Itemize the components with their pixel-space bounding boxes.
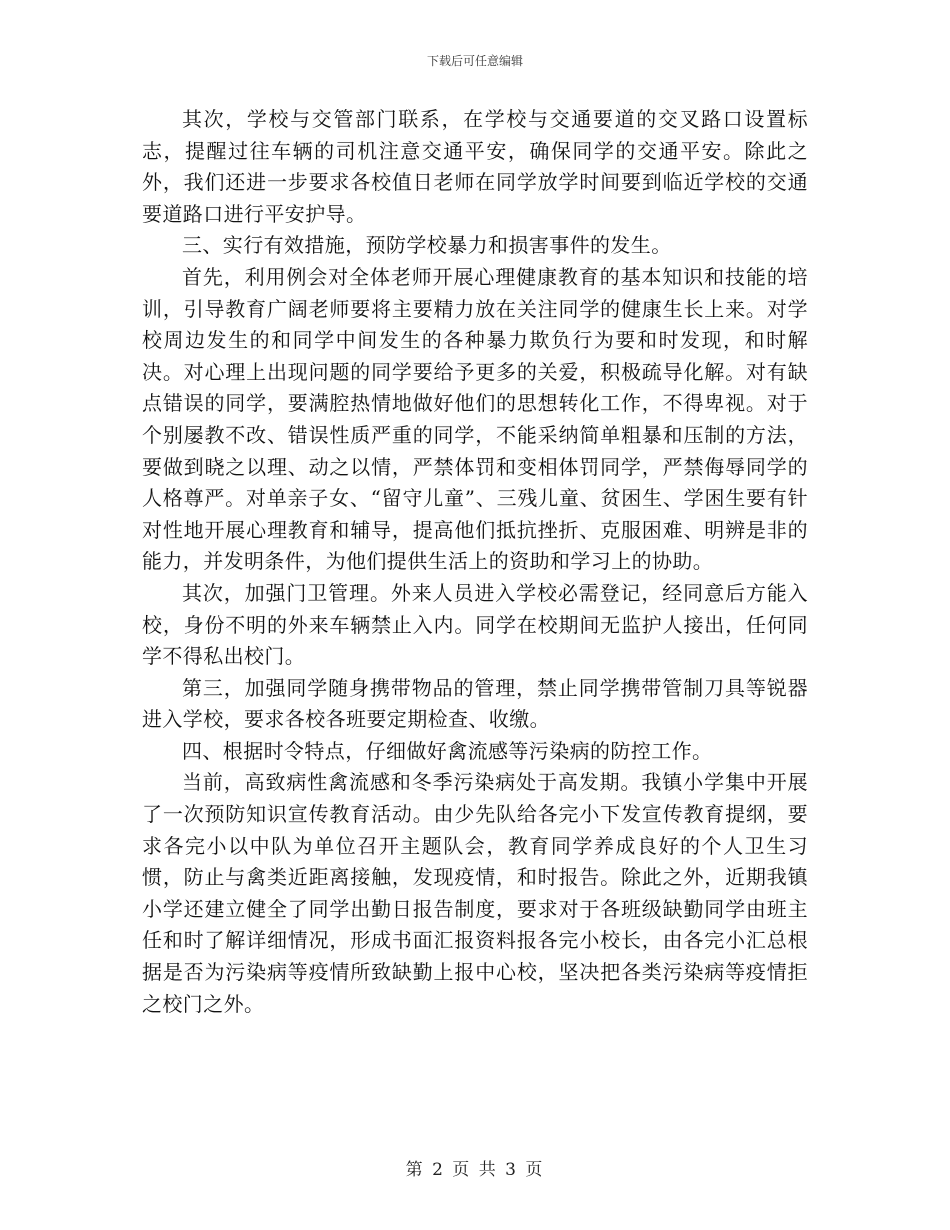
paragraph-mental-health: 首先，利用例会对全体老师开展心理健康教育的基本知识和技能的培训，引导教育广阔老师要将主要精力放在关注同学的健康生长上来。对学校周边发生的和同学中间发生的各种暴力欺负行为要和时发现，和时解决。对心理上出现问题的同学要给予更多的关爱，积极疏导化解。对有缺点错误的同学，要满腔热情地做好他们的思想转化工作，不得卑视。对于个别屡教不改、错误性质严重的同学，不能采纳简单粗暴和压制的方法，要做到晓之以理、动之以情，严禁体罚和变相体罚同学，严禁侮辱同学的人格尊严。对单亲子女、“留守儿童”、三残儿童、贫困生、学困生要有针对性地开展心理教育和辅导，提高他们抵抗挫折、克服困难、明辨是非的能力，并发明条件，为他们提供生活上的资助和学习上的协助。 [142,264,808,574]
document-body [142,104,808,1020]
page-number-footer: 第 2 页 共 3 页 [405,1160,545,1180]
page-header: 下载后可任意编辑 [426,54,523,68]
paragraph-epidemic-prevention: 当前，高致病性禽流感和冬季污染病处于高发期。我镇小学集中开展了一次预防知识宣传教育活动。由少先队给各完小下发宣传教育提纲，要求各完小以中队为单位召开主题队会，教育同学养成良好的个人卫生习惯，防止与禽类近距离接触，发现疫情，和时报告。除此之外，近期我镇小学还建立健全了同学出勤日报告制度，要求对于各班级缺勤同学由班主任和时了解详细情况，形成书面汇报资料报各完小校长，由各完小汇总根据是否为污染病等疫情所致缺勤上报中心校，坚决把各类污染病等疫情拒之校门之外。 [142,770,808,1016]
section-heading-4: 四、根据时令特点，仔细做好禽流感等污染病的防控工作。 [182,738,713,763]
paragraph-carried-items: 第三，加强同学随身携带物品的管理，禁止同学携带管制刀具等锐器进入学校，要求各校各班要定期检查、收缴。 [142,675,808,732]
paragraph-gate-management: 其次，加强门卫管理。外来人员进入学校必需登记，经同意后方能入校，身份不明的外来车辆禁止入内。同学在校期间无监护人接出，任何同学不得私出校门。 [142,580,808,669]
section-heading-3: 三、实行有效措施，预防学校暴力和损害事件的发生。 [182,233,672,258]
paragraph-traffic-safety: 其次，学校与交管部门联系，在学校与交通要道的交叉路口设置标志，提醒过往车辆的司机注意交通平安，确保同学的交通平安。除此之外，我们还进一步要求各校值日老师在同学放学时间要到临近学校的交通要道路口进行平安护导。 [142,107,808,226]
